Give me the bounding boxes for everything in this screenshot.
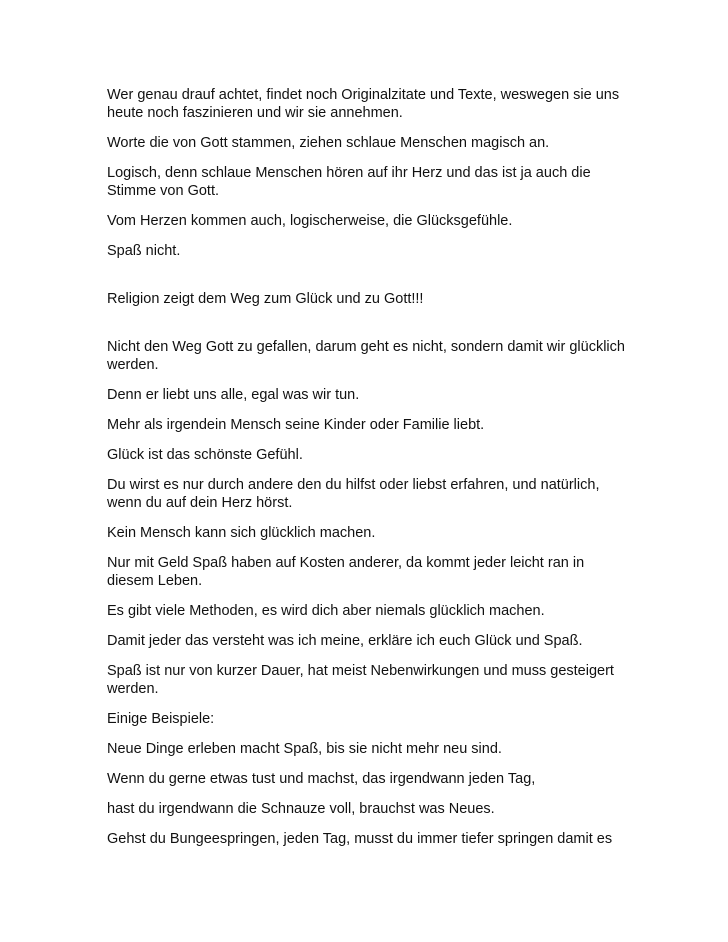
paragraph: Damit jeder das versteht was ich meine, erkläre ich euch Glück und Spaß. [107, 633, 583, 649]
document-body [107, 86, 627, 860]
paragraph: Einige Beispiele: [107, 711, 215, 727]
paragraph: hast du irgendwann die Schnauze voll, brauchst was Neues. [107, 801, 495, 817]
paragraph: Gehst du Bungeespringen, jeden Tag, musst du immer tiefer springen damit es [107, 831, 613, 847]
paragraph: Religion zeigt dem Weg zum Glück und zu Gott!!! [107, 291, 424, 307]
paragraph: Nicht den Weg Gott zu gefallen, darum geht es nicht, sondern damit wir glücklich werden. [107, 339, 625, 373]
paragraph: Wer genau drauf achtet, findet noch Originalzitate und Texte, weswegen sie uns heute noch faszinieren und wir sie annehmen. [107, 87, 620, 121]
paragraph: Vom Herzen kommen auch, logischerweise, die Glücksgefühle. [107, 213, 513, 229]
paragraph: Denn er liebt uns alle, egal was wir tun. [107, 387, 360, 403]
paragraph: Es gibt viele Methoden, es wird dich aber niemals glücklich machen. [107, 603, 545, 619]
paragraph: Neue Dinge erleben macht Spaß, bis sie nicht mehr neu sind. [107, 741, 502, 757]
paragraph: Logisch, denn schlaue Menschen hören auf ihr Herz und das ist ja auch die Stimme von Gott. [107, 165, 591, 199]
paragraph: Glück ist das schönste Gefühl. [107, 447, 303, 463]
paragraph: Wenn du gerne etwas tust und machst, das irgendwann jeden Tag, [107, 771, 536, 787]
paragraph: Nur mit Geld Spaß haben auf Kosten anderer, da kommt jeder leicht ran in diesem Leben. [107, 555, 585, 589]
paragraph: Kein Mensch kann sich glücklich machen. [107, 525, 376, 541]
paragraph: Mehr als irgendein Mensch seine Kinder oder Familie liebt. [107, 417, 485, 433]
paragraph: Du wirst es nur durch andere den du hilfst oder liebst erfahren, und natürlich, wenn du auf dein Herz hörst. [107, 477, 600, 511]
paragraph: Worte die von Gott stammen, ziehen schlaue Menschen magisch an. [107, 135, 550, 151]
paragraph: Spaß nicht. [107, 243, 181, 259]
paragraph: Spaß ist nur von kurzer Dauer, hat meist Nebenwirkungen und muss gesteigert werden. [107, 663, 614, 697]
